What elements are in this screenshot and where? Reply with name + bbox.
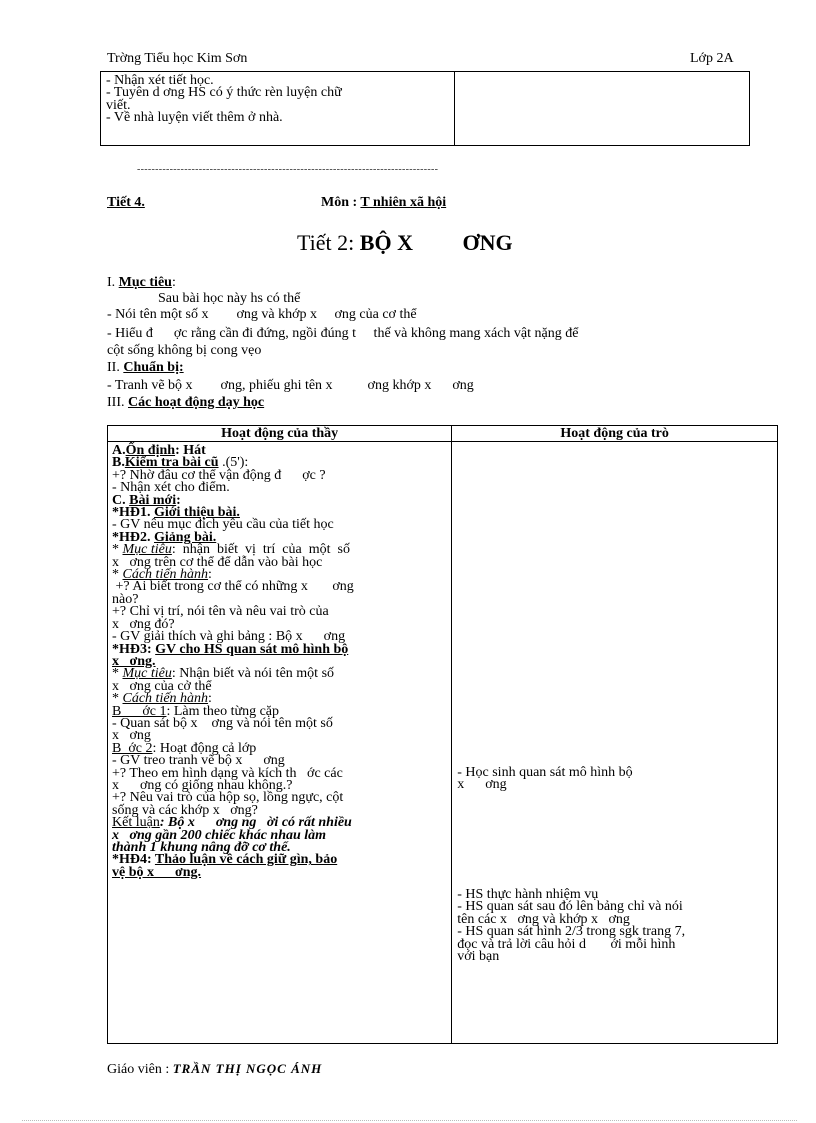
section-c: C. Bài mới:	[112, 492, 181, 508]
section-prefix: B.	[112, 455, 125, 471]
top-line: viết.	[106, 97, 131, 113]
hd3-heading	[112, 641, 451, 657]
label: Mục tiêu	[122, 542, 172, 558]
top-line: - Tuyên d ơng HS có ý thức rèn luyện chữ	[106, 85, 342, 101]
teacher-line: - Quan sát bộ x ơng và nói tên một số	[112, 715, 333, 731]
student-line: x ơng	[457, 777, 507, 793]
teacher-line: +? Nêu vai trò của hộp sọ, lồng ngực, cột	[112, 790, 344, 806]
objectives-heading	[107, 276, 176, 290]
lesson-title-prefix: Tiết 2:	[297, 230, 360, 255]
prep-num: II.	[107, 360, 124, 375]
objective-line: Sau bài học này hs có thể	[158, 291, 301, 306]
conclusion-line: x ơng gần 200 chiếc khác nhau làm	[112, 827, 327, 843]
separator-line: -----------------------------------------------------------------------------------	[137, 164, 439, 175]
activities-title: Các hoạt động dạy học	[128, 395, 265, 410]
subject-label: Môn :	[321, 195, 361, 210]
teacher-line: +? Ai biết trong cơ thể có những x ơng	[112, 579, 354, 595]
step-text: : Làm theo từng cặp	[166, 703, 280, 719]
teacher-cell	[108, 442, 452, 1044]
prep-heading	[107, 361, 184, 375]
activities-num: III.	[107, 395, 128, 410]
method-item: * Cách tiến hành:	[112, 691, 212, 707]
teacher-line: - Nhận xét cho điểm.	[112, 480, 230, 496]
teacher-line: +? Chỉ vị trí, nói tên và nêu vai trò của	[112, 604, 329, 620]
objectives-num: I.	[107, 275, 119, 290]
prep-title: Chuẩn bị:	[123, 360, 184, 375]
teacher-line: sống và các khớp x ơng?	[112, 802, 258, 818]
section-underlined: Bài mới	[129, 492, 177, 508]
text: : Nhận biết và nói tên một số	[171, 666, 335, 682]
top-table-right-cell	[454, 72, 749, 146]
teacher-line: x ơng trên cơ thể để dẫn vào bài học	[112, 554, 323, 570]
section-prefix: *HĐ2.	[112, 529, 154, 545]
lesson-title-main: BỘ X ƠNG	[359, 230, 513, 255]
section-prefix: A.	[112, 443, 126, 458]
label: Mục tiêu	[122, 666, 172, 682]
conclusion-line: thành 1 khung nâng đỡ cơ thể.	[112, 840, 291, 855]
teacher-line: - GV nêu mục đích yêu cầu của tiết học	[112, 517, 334, 533]
objective-line: - Hiểu đ ợc rằng cần đi đứng, ngồi đúng t thế và không mang xách vật nặng để	[107, 326, 579, 341]
section-underlined: Kiểm tra bài cũ	[124, 455, 219, 471]
prep-line: - Tranh vẽ bộ x ơng, phiếu ghi tên x ơng khớp x ơng	[107, 378, 474, 393]
teacher-line: +? Nhờ đâu cơ thể vận động đ ợc ?	[112, 467, 326, 483]
teacher-line: +? Theo em hình dạng và kích th ớc các	[112, 765, 343, 781]
section-rest: .(5'):	[218, 455, 249, 471]
subject-line	[321, 196, 446, 210]
top-table	[100, 71, 750, 146]
teacher-signature: TRẦN THỊ NGỌC ÁNH	[172, 1061, 323, 1076]
student-cell	[452, 442, 778, 1044]
text: : nhận biết vị trí của một số	[171, 542, 350, 558]
student-line: với bạn	[457, 949, 500, 965]
teacher-line: nào?	[112, 591, 139, 607]
section-underlined: GV cho HS quan sát mô hình bộ	[155, 641, 349, 657]
teacher-line: x ơng	[112, 728, 151, 744]
label: Cách tiến hành	[122, 567, 209, 583]
student-line: - HS thực hành nhiệm vụ	[457, 887, 599, 902]
objectives-colon: :	[171, 275, 176, 290]
teacher-line: - GV giải thích và ghi bảng : Bộ x ơng	[112, 629, 346, 645]
top-line: - Về nhà luyện viết thêm ở nhà.	[106, 110, 283, 126]
subject-value: T nhiên xã hội	[360, 195, 447, 210]
bottom-dotted-line	[22, 1120, 797, 1121]
col-header-student: Hoạt động của trò	[452, 426, 778, 442]
bullet: *	[112, 691, 123, 707]
section-prefix: *HĐ4:	[112, 852, 155, 868]
student-line: tên các x ơng và khớp x ơng	[457, 911, 630, 927]
top-table-left-cell	[101, 72, 455, 146]
hd3-heading-cont: x ơng.	[112, 653, 156, 669]
student-line: đọc và trả lời câu hỏi d ới mỗi hình	[457, 936, 676, 952]
lesson-title	[297, 232, 513, 254]
conclusion-label: Kết luận	[112, 815, 160, 831]
section-prefix: *HĐ3:	[112, 641, 156, 657]
hd4-heading-cont: vệ bộ x ơng.	[112, 864, 202, 880]
teacher-line: - GV treo tranh vẽ bộ x ơng	[112, 753, 285, 769]
student-block-2	[457, 889, 685, 963]
activities-heading	[107, 396, 264, 410]
col-header-teacher: Hoạt động của thầy	[108, 426, 452, 442]
conclusion-text: : Bộ x ơng ng ời có rất nhiều	[159, 815, 352, 831]
student-line: - Học sinh quan sát mô hình bộ	[457, 765, 633, 780]
step-label: B ớc 1	[112, 703, 167, 719]
student-line: - HS quan sát hình 2/3 trong sgk trang 7,	[457, 924, 686, 940]
teacher-line: x ơng đó?	[112, 616, 175, 632]
top-line: - Nhận xét tiết học.	[106, 73, 214, 88]
section-prefix: C.	[112, 492, 130, 508]
section-underlined: Thảo luận về cách giữ gìn, bảo	[154, 852, 338, 868]
student-block-1	[457, 767, 632, 792]
bullet: *	[112, 567, 123, 583]
section-prefix: *HĐ1.	[112, 505, 154, 521]
objective-line: cột sống không bị cong vẹo	[107, 343, 262, 358]
school-name: Trờng Tiểu học Kim Sơn	[107, 51, 248, 66]
student-line: - HS quan sát sau đó lên bảng chỉ và nói	[457, 899, 683, 915]
method-item: * Cách tiến hành:	[112, 567, 212, 583]
class-label: Lớp 2A	[690, 51, 734, 66]
bullet: *	[112, 666, 123, 682]
footer	[107, 1062, 322, 1077]
teacher-line: x ơng có giống nhau không.?	[112, 777, 293, 793]
section-underlined: Ổn định	[125, 443, 176, 458]
bullet: *	[112, 542, 123, 558]
section-underlined: Giảng bài.	[154, 529, 217, 545]
step-label: B ớc 2	[112, 740, 153, 756]
label: Cách tiến hành	[122, 691, 209, 707]
activities-table	[107, 425, 778, 1044]
section-underlined: Giới thiệu bài.	[154, 505, 240, 521]
objectives-title: Mục tiêu	[118, 275, 172, 290]
teacher-line: x ơng của cở thể	[112, 678, 212, 694]
objective-line: - Nói tên một số x ơng và khớp x ơng của cơ thể	[107, 307, 417, 322]
tiet-label: Tiết 4.	[107, 195, 145, 210]
teacher-label: Giáo viên :	[107, 1062, 173, 1077]
step-text: : Hoạt động cả lớp	[152, 740, 257, 756]
section-rest: : Hát	[175, 443, 206, 458]
